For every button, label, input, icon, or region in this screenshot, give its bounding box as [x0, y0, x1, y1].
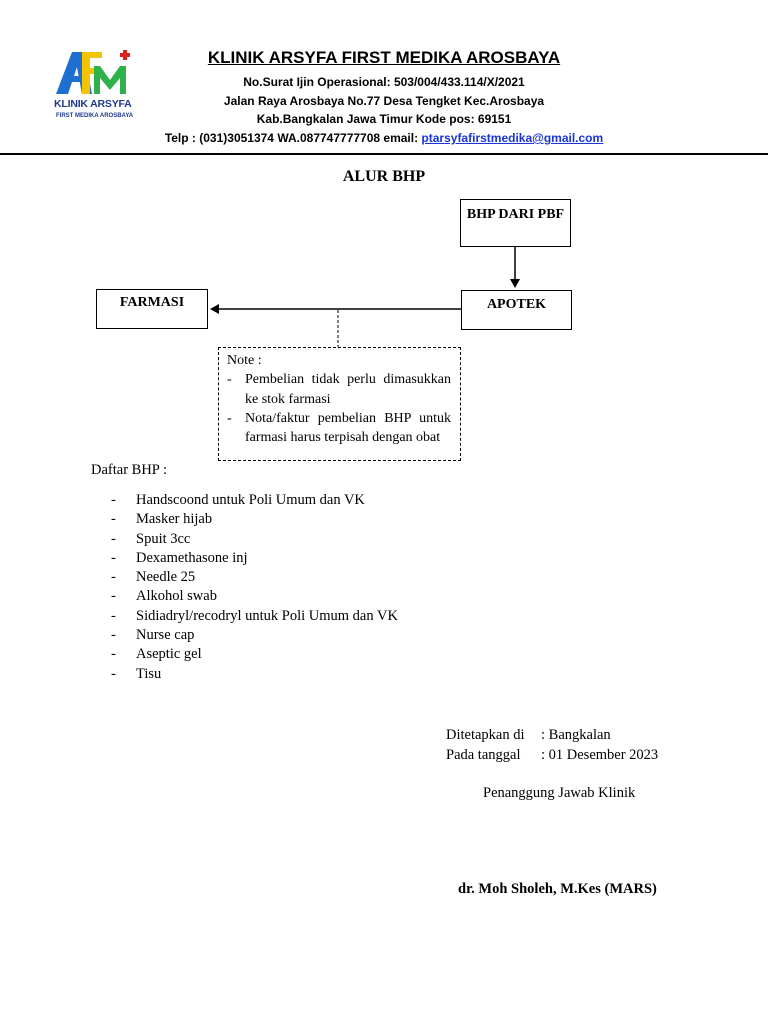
bhp-list-title: Daftar BHP : — [91, 462, 167, 478]
list-item — [111, 607, 398, 626]
signatory-role: Penanggung Jawab Klinik — [483, 785, 636, 801]
note-bullet: - — [227, 372, 232, 388]
list-bullet: - — [111, 511, 116, 528]
note-box — [218, 347, 461, 461]
list-item-text: Alkohol swab — [136, 588, 217, 605]
list-bullet: - — [111, 607, 116, 624]
list-item — [111, 549, 398, 568]
list-item — [111, 491, 398, 510]
signatory-name: dr. Moh Sholeh, M.Kes (MARS) — [458, 881, 657, 897]
list-bullet: - — [111, 665, 116, 682]
address-line-1: Jalan Raya Arosbaya No.77 Desa Tengket Kec.Arosbaya — [223, 94, 545, 108]
list-item — [111, 626, 398, 645]
note-bullet: - — [227, 410, 232, 426]
place-value: : Bangkalan — [541, 727, 611, 743]
contact-phone: Telp : (031)3051374 WA.087747777708 email: — [164, 131, 422, 145]
date-label: Pada tanggal — [446, 747, 521, 763]
logo-name: KLINIK ARSYFA — [54, 98, 132, 110]
list-item-text: Spuit 3cc — [136, 530, 191, 547]
permit-number: No.Surat Ijin Operasional: 503/004/433.114/X/2021 — [243, 75, 525, 89]
list-item — [111, 530, 398, 549]
list-item — [111, 568, 398, 587]
list-bullet: - — [111, 569, 116, 586]
clinic-title: KLINIK ARSYFA FIRST MEDIKA AROSBAYA — [207, 48, 561, 67]
flow-box-apotek: APOTEK — [461, 290, 572, 330]
list-bullet: - — [111, 588, 116, 605]
list-item-text: Tisu — [136, 665, 162, 682]
list-item — [111, 510, 398, 529]
list-item — [111, 665, 398, 684]
note-item — [227, 370, 451, 409]
list-item — [111, 587, 398, 606]
list-item-text: Handscoond untuk Poli Umum dan VK — [136, 492, 365, 508]
note-label: Note : — [227, 353, 262, 368]
list-item-text: Sidiadryl/recodryl untuk Poli Umum dan VK — [136, 607, 398, 624]
list-item-text: Masker hijab — [136, 511, 213, 528]
logo-subname: FIRST MEDIKA AROSBAYA — [56, 113, 134, 119]
list-item-text: Needle 25 — [136, 569, 196, 586]
bhp-list — [111, 491, 398, 684]
list-item — [111, 645, 398, 664]
list-bullet: - — [111, 646, 116, 663]
list-item-text: Nurse cap — [136, 627, 195, 644]
list-bullet: - — [111, 549, 116, 566]
header-divider — [0, 153, 768, 155]
email-link[interactable]: ptarsyfafirstmedika@gmail.com — [421, 131, 604, 145]
document-title: ALUR BHP — [342, 168, 426, 185]
list-item-text: Aseptic gel — [136, 646, 202, 663]
list-bullet: - — [111, 492, 116, 508]
address-line-2: Kab.Bangkalan Jawa Timur Kode pos: 69151 — [256, 112, 512, 126]
note-text: Nota/faktur pembelian BHP untuk farmasi harus terpisah dengan obat — [245, 410, 451, 446]
note-item — [227, 409, 451, 448]
list-bullet: - — [111, 627, 116, 644]
place-label: Ditetapkan di — [446, 727, 525, 743]
note-text: Pembelian tidak perlu dimasukkan ke stok farmasi — [245, 372, 451, 407]
date-value: : 01 Desember 2023 — [541, 747, 659, 763]
contact-line — [0, 131, 768, 145]
flow-box-bhp-source: BHP DARI PBF — [460, 199, 571, 247]
flow-box-farmasi: FARMASI — [96, 289, 208, 329]
list-bullet: - — [111, 530, 116, 547]
list-item-text: Dexamethasone inj — [136, 549, 248, 566]
